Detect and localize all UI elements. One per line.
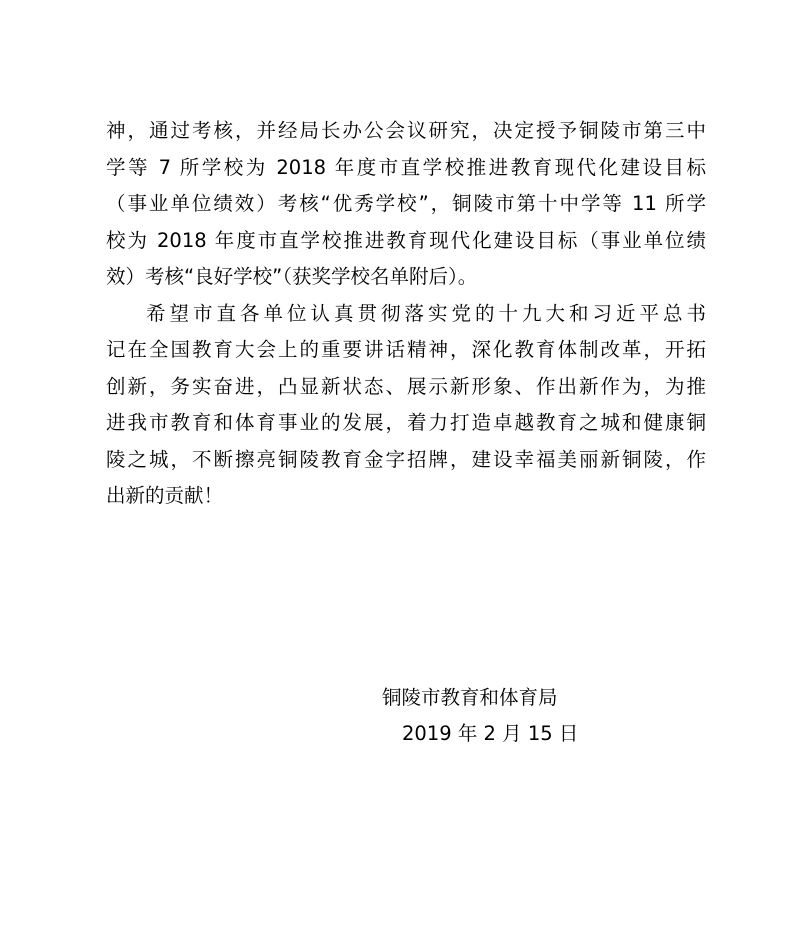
paragraph-2-line-6: 出新的贡献！ bbox=[106, 484, 224, 507]
document-body bbox=[106, 113, 706, 515]
paragraph-2-line-2: 记在全国教育大会上的重要讲话精神，深化教育体制改革，开拓 bbox=[106, 338, 706, 361]
paragraph-1-line-2: 学等 7 所学校为 2018 年度市直学校推进教育现代化建设目标 bbox=[106, 155, 706, 179]
paragraph-2-line-1: 希望市直各单位认真贯彻落实党的十九大和习近平总书 bbox=[146, 301, 706, 325]
paragraph-1-line-3: （事业单位绩效）考核“优秀学校”，铜陵市第十中学等 11 所学 bbox=[106, 192, 706, 215]
signature-organization: 铜陵市教育和体育局 bbox=[382, 686, 558, 709]
signature-date: 2019 年 2 月 15 日 bbox=[402, 722, 579, 745]
paragraph-1-line-5: 效）考核“良好学校”（获奖学校名单附后）。 bbox=[106, 265, 478, 288]
paragraph-1-line-4: 校为 2018 年度市直学校推进教育现代化建设目标（事业单位绩 bbox=[106, 228, 706, 252]
paragraph-2-line-4: 进我市教育和体育事业的发展，着力打造卓越教育之城和健康铜 bbox=[106, 411, 706, 434]
paragraph-2-line-3: 创新，务实奋进，凸显新状态、展示新形象、作出新作为，为推 bbox=[106, 374, 706, 398]
paragraph-2-line-5: 陵之城，不断擦亮铜陵教育金字招牌，建设幸福美丽新铜陵，作 bbox=[106, 447, 706, 471]
paragraph-1-line-1: 神，通过考核，并经局长办公会议研究，决定授予铜陵市第三中 bbox=[106, 119, 706, 142]
